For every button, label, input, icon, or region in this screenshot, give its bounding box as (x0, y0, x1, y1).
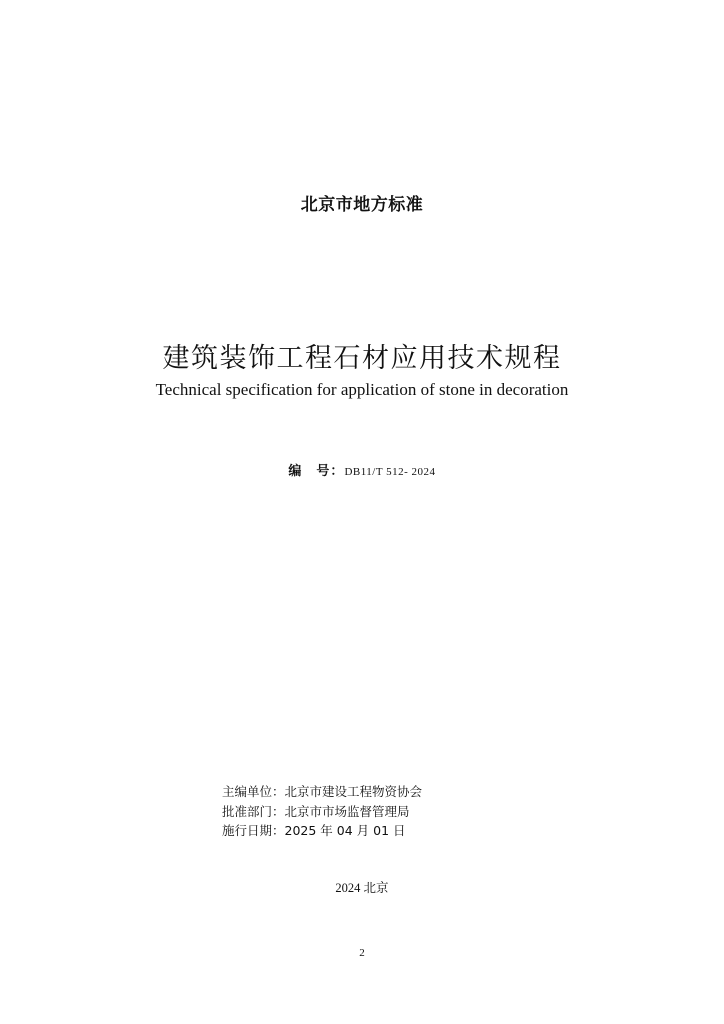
effective-date-label: 施行日期： (222, 823, 285, 838)
year-place: 2024 北京 (335, 881, 389, 895)
publication-info (222, 782, 422, 841)
effective-date-row (222, 821, 422, 841)
standard-code-value: DB11/T 512- 2024 (344, 466, 436, 478)
page-number: 2 (359, 947, 365, 959)
editor-row (222, 782, 422, 802)
standard-code (0, 460, 724, 479)
title-english: Technical specification for application of stone in decoration (155, 380, 569, 399)
standard-code-label: 编 号： (288, 464, 345, 479)
editor-label: 主编单位： (222, 784, 285, 799)
approver-value: 北京市市场监督管理局 (284, 803, 410, 819)
standard-type-heading: 北京市地方标准 (300, 195, 424, 215)
approver-label: 批准部门： (222, 803, 285, 819)
editor-value: 北京市建设工程物资协会 (284, 784, 423, 799)
title-chinese: 建筑装饰工程石材应用技术规程 (162, 343, 562, 374)
effective-date-value: 2025 年 04 月 01 日 (284, 823, 406, 838)
approver-row (222, 802, 422, 822)
